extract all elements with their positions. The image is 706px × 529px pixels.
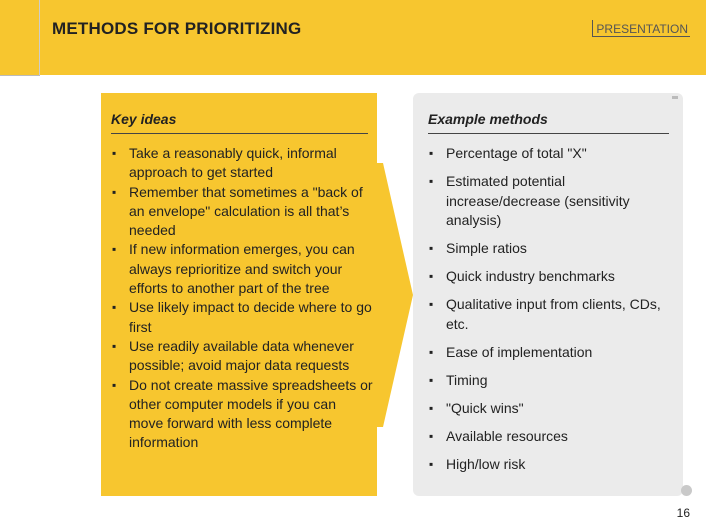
list-item: ▪ High/low risk [428,455,678,475]
example-methods-heading: Example methods [428,111,548,127]
key-ideas-heading: Key ideas [111,111,177,127]
list-item: ▪ If new information emerges, you can always reprioritize and switch your efforts to another part of the tree [111,240,373,298]
presentation-tag: PRESENTATION [592,20,690,37]
list-item: ▪ Use readily available data whenever possible; avoid major data requests [111,337,373,376]
header-divider-vertical [39,0,40,76]
page-number: 16 [676,506,690,520]
list-item: ▪ Qualitative input from clients, CDs, etc. [428,295,678,334]
list-item: ▪ Do not create massive spreadsheets or other computer models if you can move forward with less complete information [111,376,373,453]
example-methods-list [428,144,678,483]
key-ideas-list [111,144,373,453]
list-item: ▪ Use likely impact to decide where to go first [111,298,373,337]
list-item: ▪ Ease of implementation [428,343,678,363]
circle-marker-icon [681,485,692,496]
list-item: ▪ Simple ratios [428,239,678,259]
arrow-connector-icon [377,163,413,427]
key-ideas-rule [111,133,368,134]
example-methods-rule [428,133,669,134]
list-item: ▪ Available resources [428,427,678,447]
list-item: ▪ "Quick wins" [428,399,678,419]
panel-corner-mark [672,96,678,99]
list-item: ▪ Timing [428,371,678,391]
list-item: ▪ Estimated potential increase/decrease (sensitivity analysis) [428,172,678,231]
list-item: ▪ Quick industry benchmarks [428,267,678,287]
list-item: ▪ Remember that sometimes a "back of an envelope" calculation is all that’s needed [111,183,373,241]
list-item: ▪ Take a reasonably quick, informal approach to get started [111,144,373,183]
header-divider-horizontal [0,75,40,76]
page-title: METHODS FOR PRIORITIZING [52,19,302,38]
list-item: ▪ Percentage of total "X" [428,144,678,164]
